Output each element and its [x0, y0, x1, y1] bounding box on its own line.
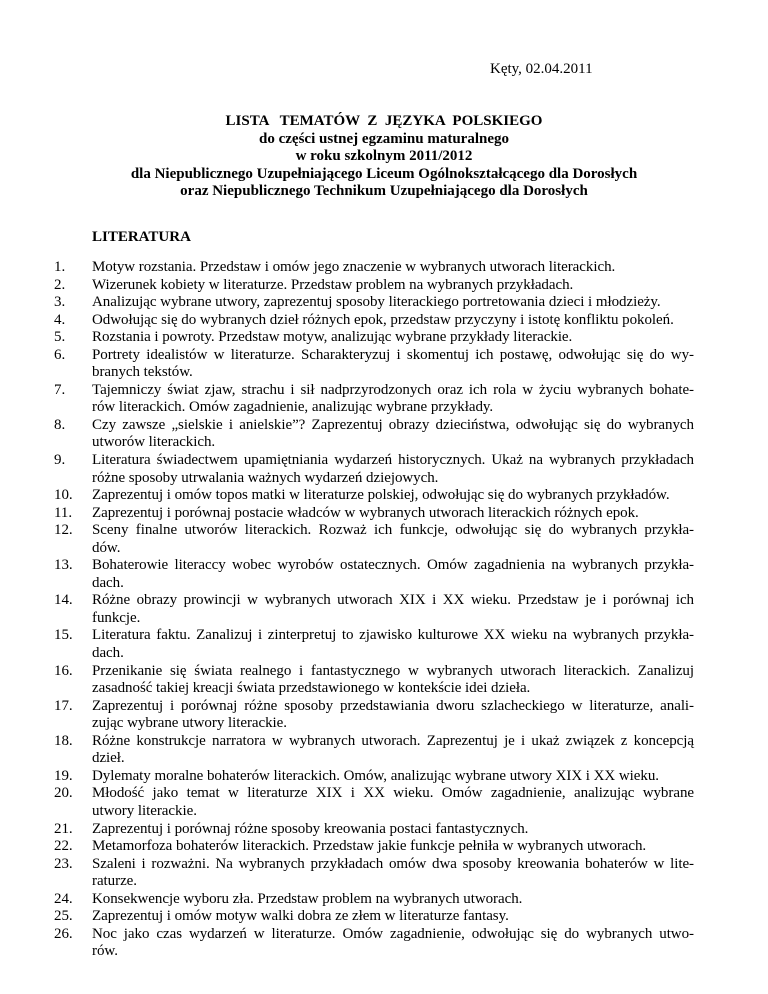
topic-item	[0, 505, 694, 523]
topic-text-line: Zaprezentuj i porównaj różne sposoby przedstawiania dworu szlacheckiego w literaturze, anali-	[92, 697, 694, 714]
topic-text-line: Tajemniczy świat zjaw, strachu i sił nadprzyrodzonych oraz ich rola w życiu wybranych bohate-	[92, 381, 694, 398]
topic-number: 17.	[54, 697, 73, 714]
topic-text-line: branych tekstów.	[92, 364, 193, 381]
topic-item	[0, 347, 694, 382]
topic-text-line: Czy zawsze „sielskie i anielskie”? Zaprezentuj obrazy dzieciństwa, odwołując się do wybranych	[92, 416, 694, 433]
topic-item	[0, 522, 694, 557]
topic-number: 18.	[54, 732, 73, 749]
topic-number: 16.	[54, 662, 73, 679]
topic-item	[0, 821, 694, 839]
topic-text-line: utwory literackie.	[92, 802, 197, 819]
topic-number: 1.	[54, 259, 66, 275]
topic-text-line: dów.	[92, 539, 121, 556]
document-title: LISTA TEMATÓW Z JĘZYKA POLSKIEGO	[225, 113, 543, 129]
topic-item	[0, 838, 694, 856]
topic-item	[0, 698, 694, 733]
topic-text-line: dzieł.	[92, 750, 125, 767]
topic-number: 11.	[54, 504, 73, 521]
topic-text-line: Portrety idealistów w literaturze. Scharakteryzuj i skomentuj ich postawę, odwołując się do wy-	[92, 346, 694, 363]
topic-text-line: rów literackich. Omów zagadnienie, analizując wybrane przykłady.	[92, 399, 494, 416]
topic-text-line: funkcje.	[92, 609, 141, 626]
topic-text-line: zując wybrane utwory literackie.	[92, 715, 287, 732]
topic-text-line: Przenikanie się świata realnego i fantastycznego w wybranych utworach literackich. Zanalizuj	[92, 662, 694, 679]
topic-text-line: Zaprezentuj i omów motyw walki dobra ze złem w literaturze fantasy.	[92, 908, 509, 925]
topic-item	[0, 891, 694, 909]
topic-number: 5.	[54, 329, 66, 346]
topic-text-line: Literatura faktu. Zanalizuj i zinterpretuj to zjawisko kulturowe XX wieku na wybranych przykła-	[92, 627, 694, 644]
topic-item	[0, 785, 694, 820]
document-header	[0, 113, 768, 201]
topic-number: 12.	[54, 522, 73, 539]
topic-text-line: raturze.	[92, 873, 137, 890]
topic-text-line: Motyw rozstania. Przedstaw i omów jego znaczenie w wybranych utworach literackich.	[92, 259, 616, 275]
topic-number: 15.	[54, 627, 73, 644]
topic-text-line: dach.	[92, 574, 124, 591]
topic-number: 19.	[54, 767, 73, 784]
topic-text-line: Szaleni i rozważni. Na wybranych przykładach omów dwa sposoby kreowania bohaterów w lite-	[92, 855, 694, 872]
topic-text-line: rów.	[92, 943, 118, 960]
topic-number: 14.	[54, 592, 73, 609]
topic-number: 22.	[54, 838, 73, 855]
topic-text-line: różne sposoby utrwalania ważnych wydarzeń dziejowych.	[92, 469, 439, 486]
topic-text-line: Metamorfoza bohaterów literackich. Przedstaw jakie funkcje pełniła w wybranych utworach.	[92, 838, 647, 855]
topic-number: 3.	[54, 294, 66, 311]
topic-item	[0, 452, 694, 487]
topic-item	[0, 277, 694, 295]
topic-text-line: zasadność takiej kreacji świata przedstawionego w kontekście idei dzieła.	[92, 680, 531, 697]
topic-number: 25.	[54, 908, 73, 925]
topic-text-line: Dylematy moralne bohaterów literackich. Omów, analizując wybrane utwory XIX i XX wieku.	[92, 767, 659, 784]
header-subtitle-exam: do części ustnej egzaminu maturalnego	[259, 130, 509, 147]
document-date: Kęty, 02.04.2011	[490, 61, 593, 77]
topic-number: 10.	[54, 487, 73, 504]
topic-item	[0, 592, 694, 627]
topic-item	[0, 856, 694, 891]
topics-list	[0, 259, 768, 961]
topic-text-line: Literatura świadectwem upamiętniania wydarzeń historycznych. Ukaż na wybranych przykładach	[92, 452, 694, 469]
topic-item	[0, 926, 694, 961]
topic-text-line: Bohaterowie literaccy wobec wyrobów ostatecznych. Omów zagadnienia na wybranych przykła-	[92, 557, 694, 574]
topic-text-line: Młodość jako temat w literaturze XIX i XX wieku. Omów zagadnienie, analizując wybrane	[92, 785, 694, 802]
topic-number: 26.	[54, 925, 73, 942]
topic-number: 23.	[54, 855, 73, 872]
topic-item	[0, 663, 694, 698]
topic-number: 8.	[54, 416, 66, 433]
topic-item	[0, 768, 694, 786]
topic-item	[0, 487, 694, 505]
topic-item	[0, 733, 694, 768]
topic-text-line: Konsekwencje wyboru zła. Przedstaw problem na wybranych utworach.	[92, 890, 523, 907]
topic-number: 20.	[54, 785, 73, 802]
topic-item	[0, 294, 694, 312]
topic-item	[0, 627, 694, 662]
topic-item	[0, 557, 694, 592]
topic-number: 7.	[54, 381, 66, 398]
topic-number: 9.	[54, 452, 66, 469]
topic-item	[0, 382, 694, 417]
topic-item	[0, 312, 694, 330]
topic-number: 4.	[54, 311, 66, 328]
topic-number: 6.	[54, 346, 66, 363]
topic-number: 2.	[54, 276, 66, 293]
topic-number: 21.	[54, 820, 73, 837]
topic-text-line: Zaprezentuj i omów topos matki w literaturze polskiej, odwołując się do wybranych przykładów.	[92, 487, 670, 504]
header-subtitle-school-1: dla Niepublicznego Uzupełniającego Liceum Ogólnokształcącego dla Dorosłych	[130, 165, 638, 182]
topic-text-line: dach.	[92, 645, 124, 662]
topic-text-line: Odwołując się do wybranych dzieł różnych epok, przedstaw przyczyny i istotę konfliktu pokoleń.	[92, 311, 674, 328]
topic-item	[0, 259, 694, 277]
topic-item	[0, 329, 694, 347]
header-subtitle-year: w roku szkolnym 2011/2012	[295, 148, 473, 164]
topic-text-line: Rozstania i powroty. Przedstaw motyw, analizując wybrane przykłady literackie.	[92, 329, 573, 346]
topic-text-line: Noc jako czas wydarzeń w literaturze. Omów zagadnienie, odwołując się do wybranych utwo-	[92, 925, 694, 942]
topic-text-line: Zaprezentuj i porównaj postacie władców w wybranych utworach literackich różnych epok.	[92, 504, 639, 521]
topic-text-line: Zaprezentuj i porównaj różne sposoby kreowania postaci fantastycznych.	[92, 820, 529, 837]
topic-text-line: Analizując wybrane utwory, zaprezentuj sposoby literackiego portretowania dzieci i młodzieży.	[92, 294, 661, 311]
topic-text-line: Sceny finalne utworów literackich. Rozważ ich funkcje, odwołując się do wybranych przykła-	[92, 522, 694, 539]
topic-number: 24.	[54, 890, 73, 907]
topic-text-line: utworów literackich.	[92, 434, 216, 451]
topic-text-line: Wizerunek kobiety w literaturze. Przedstaw problem na wybranych przykładach.	[92, 276, 574, 293]
topic-item	[0, 417, 694, 452]
topic-item	[0, 908, 694, 926]
topic-text-line: Różne konstrukcje narratora w wybranych utworach. Zaprezentuj je i ukaż związek z koncepcją	[92, 732, 694, 749]
header-subtitle-school-2: oraz Niepublicznego Technikum Uzupełniającego dla Dorosłych	[180, 183, 588, 199]
topic-number: 13.	[54, 557, 73, 574]
topic-text-line: Różne obrazy prowincji w wybranych utworach XIX i XX wieku. Przedstaw je i porównaj ich	[92, 592, 694, 609]
section-title: LITERATURA	[92, 229, 191, 245]
